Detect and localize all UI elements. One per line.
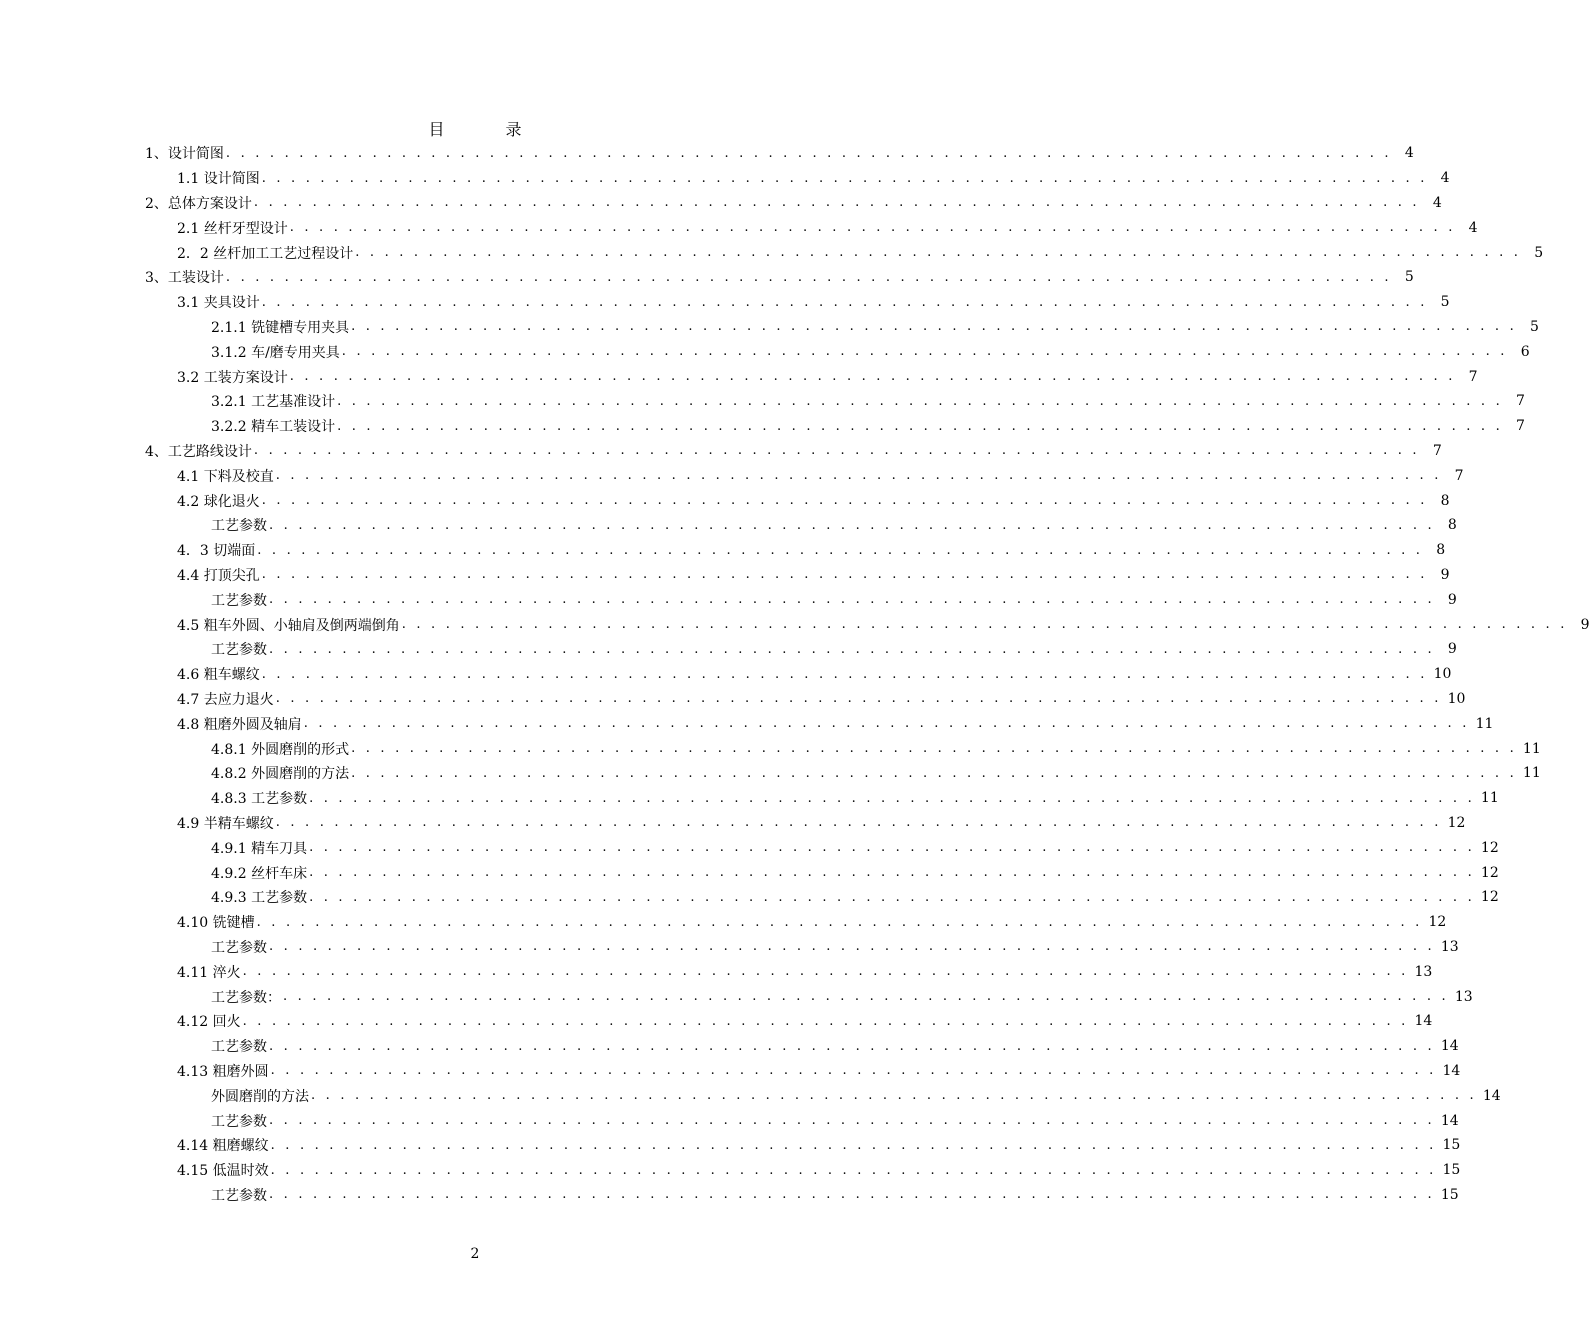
toc-entry[interactable]	[211, 637, 1457, 662]
toc-dot-leader: . . . . . . . . . . . . . . . . . . . . . . . . . . . . . . . . . . . . . . . . . . . . . . . . . . . . . . . . . . . . . . . . . . . . . . . . . . . . . . . .	[270, 1162, 1437, 1178]
toc-entry[interactable]	[177, 538, 1446, 563]
toc-dot-leader: . . . . . . . . . . . . . . . . . . . . . . . . . . . . . . . . . . . . . . . . . . . . . . . . . . . . . . . . . . . . . . . . . . . . . . . . . . . . . . . .	[341, 344, 1508, 360]
toc-entry-page: 5	[1440, 294, 1450, 311]
toc-dot-leader: . . . . . . . . . . . . . . . . . . . . . . . . . . . . . . . . . . . . . . . . . . . . . . . . . . . . . . . . . . . . . . . . . . . . . . . . . . . . . . . .	[269, 939, 1435, 955]
toc-entry[interactable]	[211, 935, 1459, 960]
toc-entry[interactable]	[177, 959, 1433, 984]
toc-dot-leader: . . . . . . . . . . . . . . . . . . . . . . . . . . . . . . . . . . . . . . . . . . . . . . . . . . . . . . . . . . . . . . . . . . . . . . . . . . . . . . . .	[253, 195, 1420, 211]
toc-entry-page: 14	[1442, 1062, 1461, 1079]
toc-entry[interactable]	[211, 736, 1541, 761]
toc-entry-page: 12	[1428, 914, 1447, 931]
toc-entry-label: 4.14 粗磨螺纹	[177, 1138, 269, 1155]
toc-entry-page: 6	[1520, 343, 1530, 360]
toc-entry[interactable]	[211, 1034, 1459, 1059]
toc-entry-label: 3.1.2 车/磨专用夹具	[211, 344, 340, 361]
toc-entry-page: 15	[1440, 1186, 1459, 1203]
toc-entry[interactable]	[177, 488, 1450, 513]
toc-dot-leader: . . . . . . . . . . . . . . . . . . . . . . . . . . . . . . . . . . . . . . . . . . . . . . . . . . . . . . . . . . . . . . . . . . . . . . . . . . . . . . . .	[261, 567, 1428, 583]
toc-entry-label: 4.13 粗磨外圆	[177, 1063, 269, 1080]
toc-entry[interactable]	[177, 215, 1478, 240]
toc-dot-leader: . . . . . . . . . . . . . . . . . . . . . . . . . . . . . . . . . . . . . . . . . . . . . . . . . . . . . . . . . . . . . . . . . . . . . . . . . . . . . . . .	[256, 914, 1423, 930]
toc-dot-leader: . . . . . . . . . . . . . . . . . . . . . . . . . . . . . . . . . . . . . . . . . . . . . . . . . . . . . . . . . . . . . . . . . . . . . . . . . . . . . . . .	[242, 1013, 1409, 1029]
toc-dot-leader: . . . . . . . . . . . . . . . . . . . . . . . . . . . . . . . . . . . . . . . . . . . . . . . . . . . . . . . . . . . . . . . . . . . . . . . . . . . . . . . .	[351, 765, 1517, 781]
toc-dot-leader: . . . . . . . . . . . . . . . . . . . . . . . . . . . . . . . . . . . . . . . . . . . . . . . . . . . . . . . . . . . . . . . . . . . . . . . . . . . . . . . .	[270, 1063, 1437, 1079]
toc-entry-label: 3.2.2 精车工装设计	[211, 419, 336, 436]
toc-entry-page: 11	[1475, 715, 1494, 732]
toc-entry-page: 14	[1440, 1038, 1459, 1055]
toc-entry-label: 2、总体方案设计	[145, 195, 252, 212]
toc-entry-label: 4.7 去应力退火	[177, 691, 274, 708]
toc-entry-label: 4．3 切端面	[177, 543, 256, 560]
toc-entry[interactable]	[211, 315, 1539, 340]
toc-dot-leader: . . . . . . . . . . . . . . . . . . . . . . . . . . . . . . . . . . . . . . . . . . . . . . . . . . . . . . . . . . . . . . . . . . . . . . . . . . . . . . . .	[269, 1038, 1435, 1054]
toc-entry-label: 工艺参数	[211, 1113, 267, 1130]
toc-entry-page: 5	[1404, 269, 1414, 286]
toc-dot-leader: . . . . . . . . . . . . . . . . . . . . . . . . . . . . . . . . . . . . . . . . . . . . . . . . . . . . . . . . . . . . . . . . . . . . . . . . . . . . . . . .	[257, 542, 1424, 558]
toc-entry-label: 3.2.1 工艺基准设计	[211, 394, 336, 411]
toc-entry[interactable]	[177, 1158, 1461, 1183]
toc-dot-leader: . . . . . . . . . . . . . . . . . . . . . . . . . . . . . . . . . . . . . . . . . . . . . . . . . . . . . . . . . . . . . . . . . . . . . . . . . . . . . . . .	[351, 319, 1517, 335]
toc-entry-label: 3.1 夹具设计	[177, 295, 260, 312]
toc-entry-page: 5	[1530, 318, 1539, 335]
toc-entry[interactable]	[211, 860, 1499, 885]
toc-entry-label: 外圆磨削的方法	[211, 1088, 309, 1105]
toc-entry-page: 15	[1442, 1162, 1461, 1179]
toc-dot-leader: . . . . . . . . . . . . . . . . . . . . . . . . . . . . . . . . . . . . . . . . . . . . . . . . . . . . . . . . . . . . . . . . . . . . . . . . . . . . . . . .	[261, 666, 1428, 682]
toc-dot-leader: . . . . . . . . . . . . . . . . . . . . . . . . . . . . . . . . . . . . . . . . . . . . . . . . . . . . . . . . . . . . . . . . . . . . . . . . . . . . . . . .	[303, 716, 1470, 732]
toc-entry[interactable]	[211, 984, 1473, 1009]
toc-entry[interactable]	[177, 563, 1450, 588]
toc-dot-leader: . . . . . . . . . . . . . . . . . . . . . . . . . . . . . . . . . . . . . . . . . . . . . . . . . . . . . . . . . . . . . . . . . . . . . . . . . . . . . . . .	[261, 170, 1428, 186]
toc-entry-page: 12	[1447, 814, 1466, 831]
toc-entry-page: 9	[1440, 566, 1450, 583]
toc-dot-leader: . . . . . . . . . . . . . . . . . . . . . . . . . . . . . . . . . . . . . . . . . . . . . . . . . . . . . . . . . . . . . . . . . . . . . . . . . . . . . . . .	[225, 269, 1392, 285]
toc-dot-leader: . . . . . . . . . . . . . . . . . . . . . . . . . . . . . . . . . . . . . . . . . . . . . . . . . . . . . . . . . . . . . . . . . . . . . . . . . . . . . . . .	[289, 369, 1456, 385]
toc-entry-page: 12	[1480, 889, 1499, 906]
toc-dot-leader: . . . . . . . . . . . . . . . . . . . . . . . . . . . . . . . . . . . . . . . . . . . . . . . . . . . . . . . . . . . . . . . . . . . . . . . . . . . . . . . .	[289, 220, 1456, 236]
toc-entry-label: 2.1 丝杆牙型设计	[177, 220, 288, 237]
toc-entry[interactable]	[211, 885, 1499, 910]
toc-entry[interactable]	[211, 761, 1541, 786]
toc-dot-leader: . . . . . . . . . . . . . . . . . . . . . . . . . . . . . . . . . . . . . . . . . . . . . . . . . . . . . . . . . . . . . . . . . . . . . . . . . . . . . . . .	[269, 517, 1435, 533]
toc-entry[interactable]	[145, 439, 1442, 464]
toc-entry-label: 4.8.3 工艺参数	[211, 791, 308, 808]
toc-entry-label: 2.1.1 铣键槽专用夹具	[211, 319, 350, 336]
toc-entry-label: 4.9.2 丝杆车床	[211, 865, 308, 882]
toc-entry-label: 4.4 打顶尖孔	[177, 567, 260, 584]
toc-entry-page: 7	[1454, 467, 1464, 484]
toc-dot-leader: . . . . . . . . . . . . . . . . . . . . . . . . . . . . . . . . . . . . . . . . . . . . . . . . . . . . . . . . . . . . . . . . . . . . . . . . . . . . . . . .	[309, 840, 1475, 856]
toc-entry-page: 4	[1440, 170, 1450, 187]
page-number: 2	[470, 1246, 480, 1262]
toc-entry[interactable]	[177, 612, 1590, 637]
toc-entry[interactable]	[177, 811, 1466, 836]
toc-entry-page: 11	[1480, 790, 1499, 807]
toc-entry-label: 工艺参数	[211, 939, 267, 956]
toc-entry-label: 4.8 粗磨外圆及轴肩	[177, 716, 302, 733]
toc-entry-page: 13	[1454, 988, 1473, 1005]
toc-entry-label: 4.11 淬火	[177, 964, 241, 981]
toc-entry[interactable]	[177, 166, 1450, 191]
toc-dot-leader: . . . . . . . . . . . . . . . . . . . . . . . . . . . . . . . . . . . . . . . . . . . . . . . . . . . . . . . . . . . . . . . . . . . . . . . . . . . . . . . .	[355, 245, 1522, 261]
toc-entry-label: 4.1 下料及校直	[177, 468, 274, 485]
toc-dot-leader: . . . . . . . . . . . . . . . . . . . . . . . . . . . . . . . . . . . . . . . . . . . . . . . . . . . . . . . . . . . . . . . . . . . . . . . . . . . . . . . .	[309, 889, 1475, 905]
toc-dot-leader: . . . . . . . . . . . . . . . . . . . . . . . . . . . . . . . . . . . . . . . . . . . . . . . . . . . . . . . . . . . . . . . . . . . . . . . . . . . . . . . .	[269, 641, 1435, 657]
toc-entry-page: 8	[1447, 517, 1457, 534]
toc-entry-page: 10	[1447, 690, 1466, 707]
toc-entry-page: 14	[1414, 1013, 1433, 1030]
toc-entry-label: 3.2 工装方案设计	[177, 369, 288, 386]
toc-entry[interactable]	[177, 463, 1464, 488]
toc-entry[interactable]	[177, 687, 1466, 712]
toc-entry-page: 4	[1404, 145, 1414, 162]
toc-entry-label: 工艺参数	[211, 642, 267, 659]
toc-entry-page: 12	[1480, 864, 1499, 881]
toc-entry-label: 工艺参数	[211, 1039, 267, 1056]
toc-entry-label: 4.5 粗车外圆、小轴肩及倒两端倒角	[177, 617, 400, 634]
toc-entry-page: 15	[1442, 1137, 1461, 1154]
toc-entry[interactable]	[177, 1133, 1461, 1158]
toc-entry-label: 4.2 球化退火	[177, 493, 260, 510]
toc-entry[interactable]	[177, 290, 1450, 315]
toc-entry-label: 工艺参数：	[211, 989, 281, 1006]
toc-entry-label: 4.10 铣键槽	[177, 915, 255, 932]
toc-entry-label: 4、工艺路线设计	[145, 443, 252, 460]
toc-entry-page: 7	[1432, 442, 1442, 459]
toc-entry-page: 13	[1414, 963, 1433, 980]
toc-entry[interactable]	[145, 265, 1414, 290]
toc-entry[interactable]	[211, 414, 1525, 439]
toc-entry[interactable]	[177, 662, 1452, 687]
toc-dot-leader: . . . . . . . . . . . . . . . . . . . . . . . . . . . . . . . . . . . . . . . . . . . . . . . . . . . . . . . . . . . . . . . . . . . . . . . . . . . . . . . .	[337, 418, 1503, 434]
toc-entry-page: 14	[1482, 1087, 1501, 1104]
toc-entry[interactable]	[177, 1009, 1433, 1034]
toc-entry-page: 11	[1522, 765, 1541, 782]
toc-entry[interactable]	[211, 389, 1525, 414]
toc-entry-label: 工艺参数	[211, 1187, 267, 1204]
toc-entry-page: 9	[1447, 591, 1457, 608]
toc-dot-leader: . . . . . . . . . . . . . . . . . . . . . . . . . . . . . . . . . . . . . . . . . . . . . . . . . . . . . . . . . . . . . . . . . . . . . . . . . . . . . . . .	[275, 468, 1442, 484]
toc-entry[interactable]	[211, 835, 1499, 860]
toc-entry-page: 4	[1468, 219, 1478, 236]
toc-entry-page: 10	[1433, 666, 1452, 683]
toc-entry[interactable]	[177, 711, 1494, 736]
toc-entry-label: 1.1 设计简图	[177, 171, 260, 188]
toc-dot-leader: . . . . . . . . . . . . . . . . . . . . . . . . . . . . . . . . . . . . . . . . . . . . . . . . . . . . . . . . . . . . . . . . . . . . . . . . . . . . . . . .	[269, 592, 1435, 608]
toc-dot-leader: . . . . . . . . . . . . . . . . . . . . . . . . . . . . . . . . . . . . . . . . . . . . . . . . . . . . . . . . . . . . . . . . . . . . . . . . . . . . . . . .	[269, 1113, 1435, 1129]
toc-entry[interactable]	[177, 240, 1544, 265]
toc-entry[interactable]	[211, 587, 1457, 612]
toc-entry-page: 14	[1440, 1112, 1459, 1129]
toc-entry[interactable]	[177, 1059, 1461, 1084]
toc-dot-leader: . . . . . . . . . . . . . . . . . . . . . . . . . . . . . . . . . . . . . . . . . . . . . . . . . . . . . . . . . . . . . . . . . . . . . . . . . . . . . . . .	[275, 815, 1442, 831]
toc-dot-leader: . . . . . . . . . . . . . . . . . . . . . . . . . . . . . . . . . . . . . . . . . . . . . . . . . . . . . . . . . . . . . . . . . . . . . . . . . . . . . . . .	[261, 294, 1428, 310]
toc-entry-page: 8	[1440, 492, 1450, 509]
toc-dot-leader: . . . . . . . . . . . . . . . . . . . . . . . . . . . . . . . . . . . . . . . . . . . . . . . . . . . . . . . . . . . . . . . . . . . . . . . . . . . . . . . .	[351, 741, 1517, 757]
toc-dot-leader: . . . . . . . . . . . . . . . . . . . . . . . . . . . . . . . . . . . . . . . . . . . . . . . . . . . . . . . . . . . . . . . . . . . . . . . . . . . . . . . .	[337, 393, 1503, 409]
toc-dot-leader: . . . . . . . . . . . . . . . . . . . . . . . . . . . . . . . . . . . . . . . . . . . . . . . . . . . . . . . . . . . . . . . . . . . . . . . . . . . . . . . .	[242, 964, 1409, 980]
toc-entry-page: 8	[1436, 542, 1446, 559]
toc-dot-leader: . . . . . . . . . . . . . . . . . . . . . . . . . . . . . . . . . . . . . . . . . . . . . . . . . . . . . . . . . . . . . . . . . . . . . . . . . . . . . . . .	[311, 1088, 1477, 1104]
toc-dot-leader: . . . . . . . . . . . . . . . . . . . . . . . . . . . . . . . . . . . . . . . . . . . . . . . . . . . . . . . . . . . . . . . . . . . . . . . . . . . . . . . .	[225, 145, 1392, 161]
toc-dot-leader: . . . . . . . . . . . . . . . . . . . . . . . . . . . . . . . . . . . . . . . . . . . . . . . . . . . . . . . . . . . . . . . . . . . . . . . . . . . . . . . .	[275, 691, 1442, 707]
toc-entry[interactable]	[211, 1083, 1501, 1108]
toc-dot-leader: . . . . . . . . . . . . . . . . . . . . . . . . . . . . . . . . . . . . . . . . . . . . . . . . . . . . . . . . . . . . . . . . . . . . . . . . . . . . . . . .	[309, 865, 1475, 881]
toc-entry-page: 5	[1534, 244, 1544, 261]
toc-entry[interactable]	[211, 1108, 1459, 1133]
toc-entry-label: 4.15 低温时效	[177, 1163, 269, 1180]
toc-entry-label: 4.9.1 精车刀具	[211, 840, 308, 857]
toc-dot-leader: . . . . . . . . . . . . . . . . . . . . . . . . . . . . . . . . . . . . . . . . . . . . . . . . . . . . . . . . . . . . . . . . . . . . . . . . . . . . . . . .	[270, 1137, 1437, 1153]
toc-entry-label: 4.12 回火	[177, 1014, 241, 1031]
toc-entry-label: 2．2 丝杆加工工艺过程设计	[177, 245, 354, 262]
toc-entry-page: 4	[1432, 194, 1442, 211]
toc-entry[interactable]	[211, 513, 1457, 538]
toc-entry-page: 12	[1480, 839, 1499, 856]
toc-entry-page: 9	[1580, 616, 1590, 633]
toc-entry-label: 1、设计简图	[145, 146, 224, 163]
toc-entry-page: 9	[1447, 641, 1457, 658]
toc-entry[interactable]	[211, 1183, 1459, 1208]
toc-entry[interactable]	[177, 364, 1478, 389]
toc-dot-leader: . . . . . . . . . . . . . . . . . . . . . . . . . . . . . . . . . . . . . . . . . . . . . . . . . . . . . . . . . . . . . . . . . . . . . . . . . . . . . . . .	[253, 443, 1420, 459]
toc-entry-label: 4.8.1 外圆磨削的形式	[211, 741, 350, 758]
toc-dot-leader: . . . . . . . . . . . . . . . . . . . . . . . . . . . . . . . . . . . . . . . . . . . . . . . . . . . . . . . . . . . . . . . . . . . . . . . . . . . . . . . .	[309, 790, 1475, 806]
toc-dot-leader: . . . . . . . . . . . . . . . . . . . . . . . . . . . . . . . . . . . . . . . . . . . . . . . . . . . . . . . . . . . . . . . . . . . . . . . . . . . . . . . .	[283, 989, 1449, 1005]
toc-entry-page: 7	[1516, 418, 1525, 435]
toc-dot-leader: . . . . . . . . . . . . . . . . . . . . . . . . . . . . . . . . . . . . . . . . . . . . . . . . . . . . . . . . . . . . . . . . . . . . . . . . . . . . . . . .	[401, 617, 1568, 633]
toc-entry-label: 工艺参数	[211, 518, 267, 535]
toc-entry[interactable]	[145, 191, 1442, 216]
toc-entry[interactable]	[145, 141, 1414, 166]
toc-title: 目 录	[428, 120, 550, 139]
toc-entry-label: 工艺参数	[211, 592, 267, 609]
toc-dot-leader: . . . . . . . . . . . . . . . . . . . . . . . . . . . . . . . . . . . . . . . . . . . . . . . . . . . . . . . . . . . . . . . . . . . . . . . . . . . . . . . .	[261, 493, 1428, 509]
toc-entry-label: 3、工装设计	[145, 270, 224, 287]
toc-entry-page: 7	[1468, 368, 1478, 385]
toc-entry[interactable]	[211, 339, 1530, 364]
toc-entry-label: 4.9.3 工艺参数	[211, 890, 308, 907]
toc-entry[interactable]	[211, 786, 1499, 811]
toc-entry-label: 4.6 粗车螺纹	[177, 667, 260, 684]
toc-entry-label: 4.9 半精车螺纹	[177, 815, 274, 832]
toc-dot-leader: . . . . . . . . . . . . . . . . . . . . . . . . . . . . . . . . . . . . . . . . . . . . . . . . . . . . . . . . . . . . . . . . . . . . . . . . . . . . . . . .	[269, 1187, 1435, 1203]
toc-entry[interactable]	[177, 910, 1447, 935]
toc-entry-page: 11	[1522, 740, 1541, 757]
toc-entry-page: 13	[1440, 938, 1459, 955]
toc-entry-page: 7	[1516, 393, 1525, 410]
toc-entry-label: 4.8.2 外圆磨削的方法	[211, 766, 350, 783]
